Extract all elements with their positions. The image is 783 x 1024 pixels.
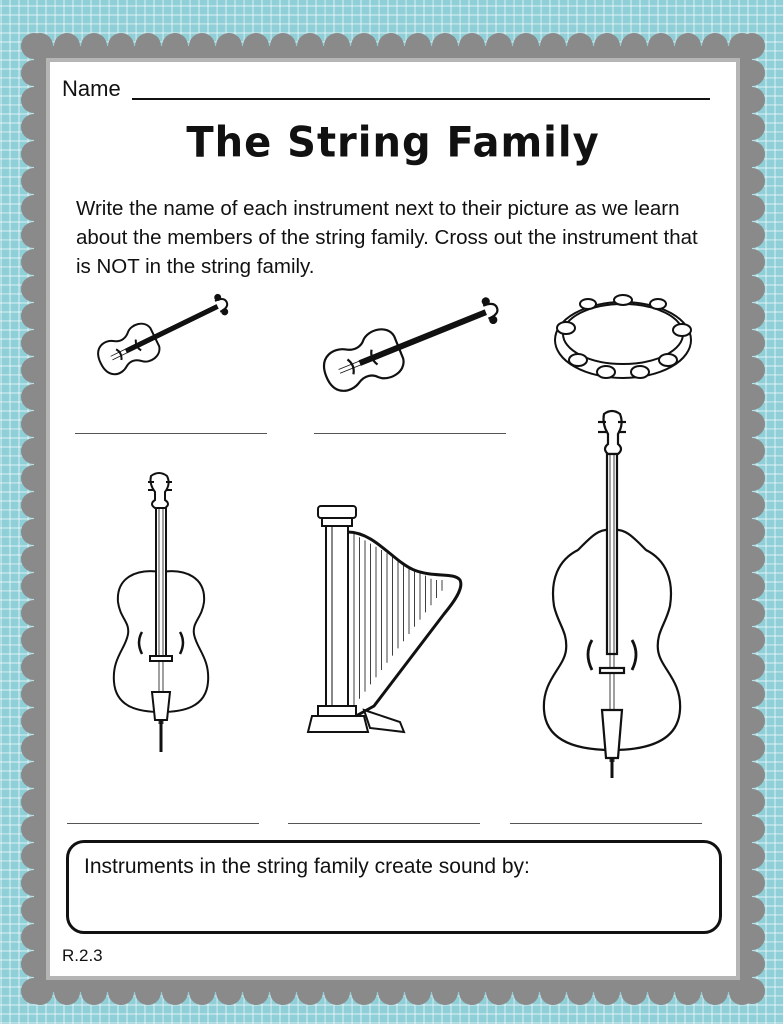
answer-line-harp[interactable] bbox=[288, 823, 480, 824]
violin-icon bbox=[86, 284, 236, 379]
answer-prompt: Instruments in the string family create sound by: bbox=[84, 855, 530, 878]
cello-icon bbox=[106, 472, 216, 757]
tambourine-icon bbox=[548, 288, 698, 388]
viola-icon bbox=[312, 286, 507, 396]
instructions-text: Write the name of each instrument next to their picture as we learn about the members of the string family. Cross out the instrument that is NOT in the string family. bbox=[76, 197, 698, 278]
name-field[interactable] bbox=[132, 98, 710, 100]
standard-code: R.2.3 bbox=[62, 946, 103, 965]
page-title: The String Family bbox=[186, 118, 600, 168]
worksheet bbox=[50, 62, 736, 976]
answer-line-violin[interactable] bbox=[75, 433, 267, 434]
harp-icon bbox=[304, 502, 469, 747]
double-bass-icon bbox=[538, 410, 688, 780]
answer-line-cello[interactable] bbox=[67, 823, 259, 824]
name-label: Name bbox=[62, 76, 121, 101]
answer-line-viola[interactable] bbox=[314, 433, 506, 434]
answer-line-double-bass[interactable] bbox=[510, 823, 702, 824]
